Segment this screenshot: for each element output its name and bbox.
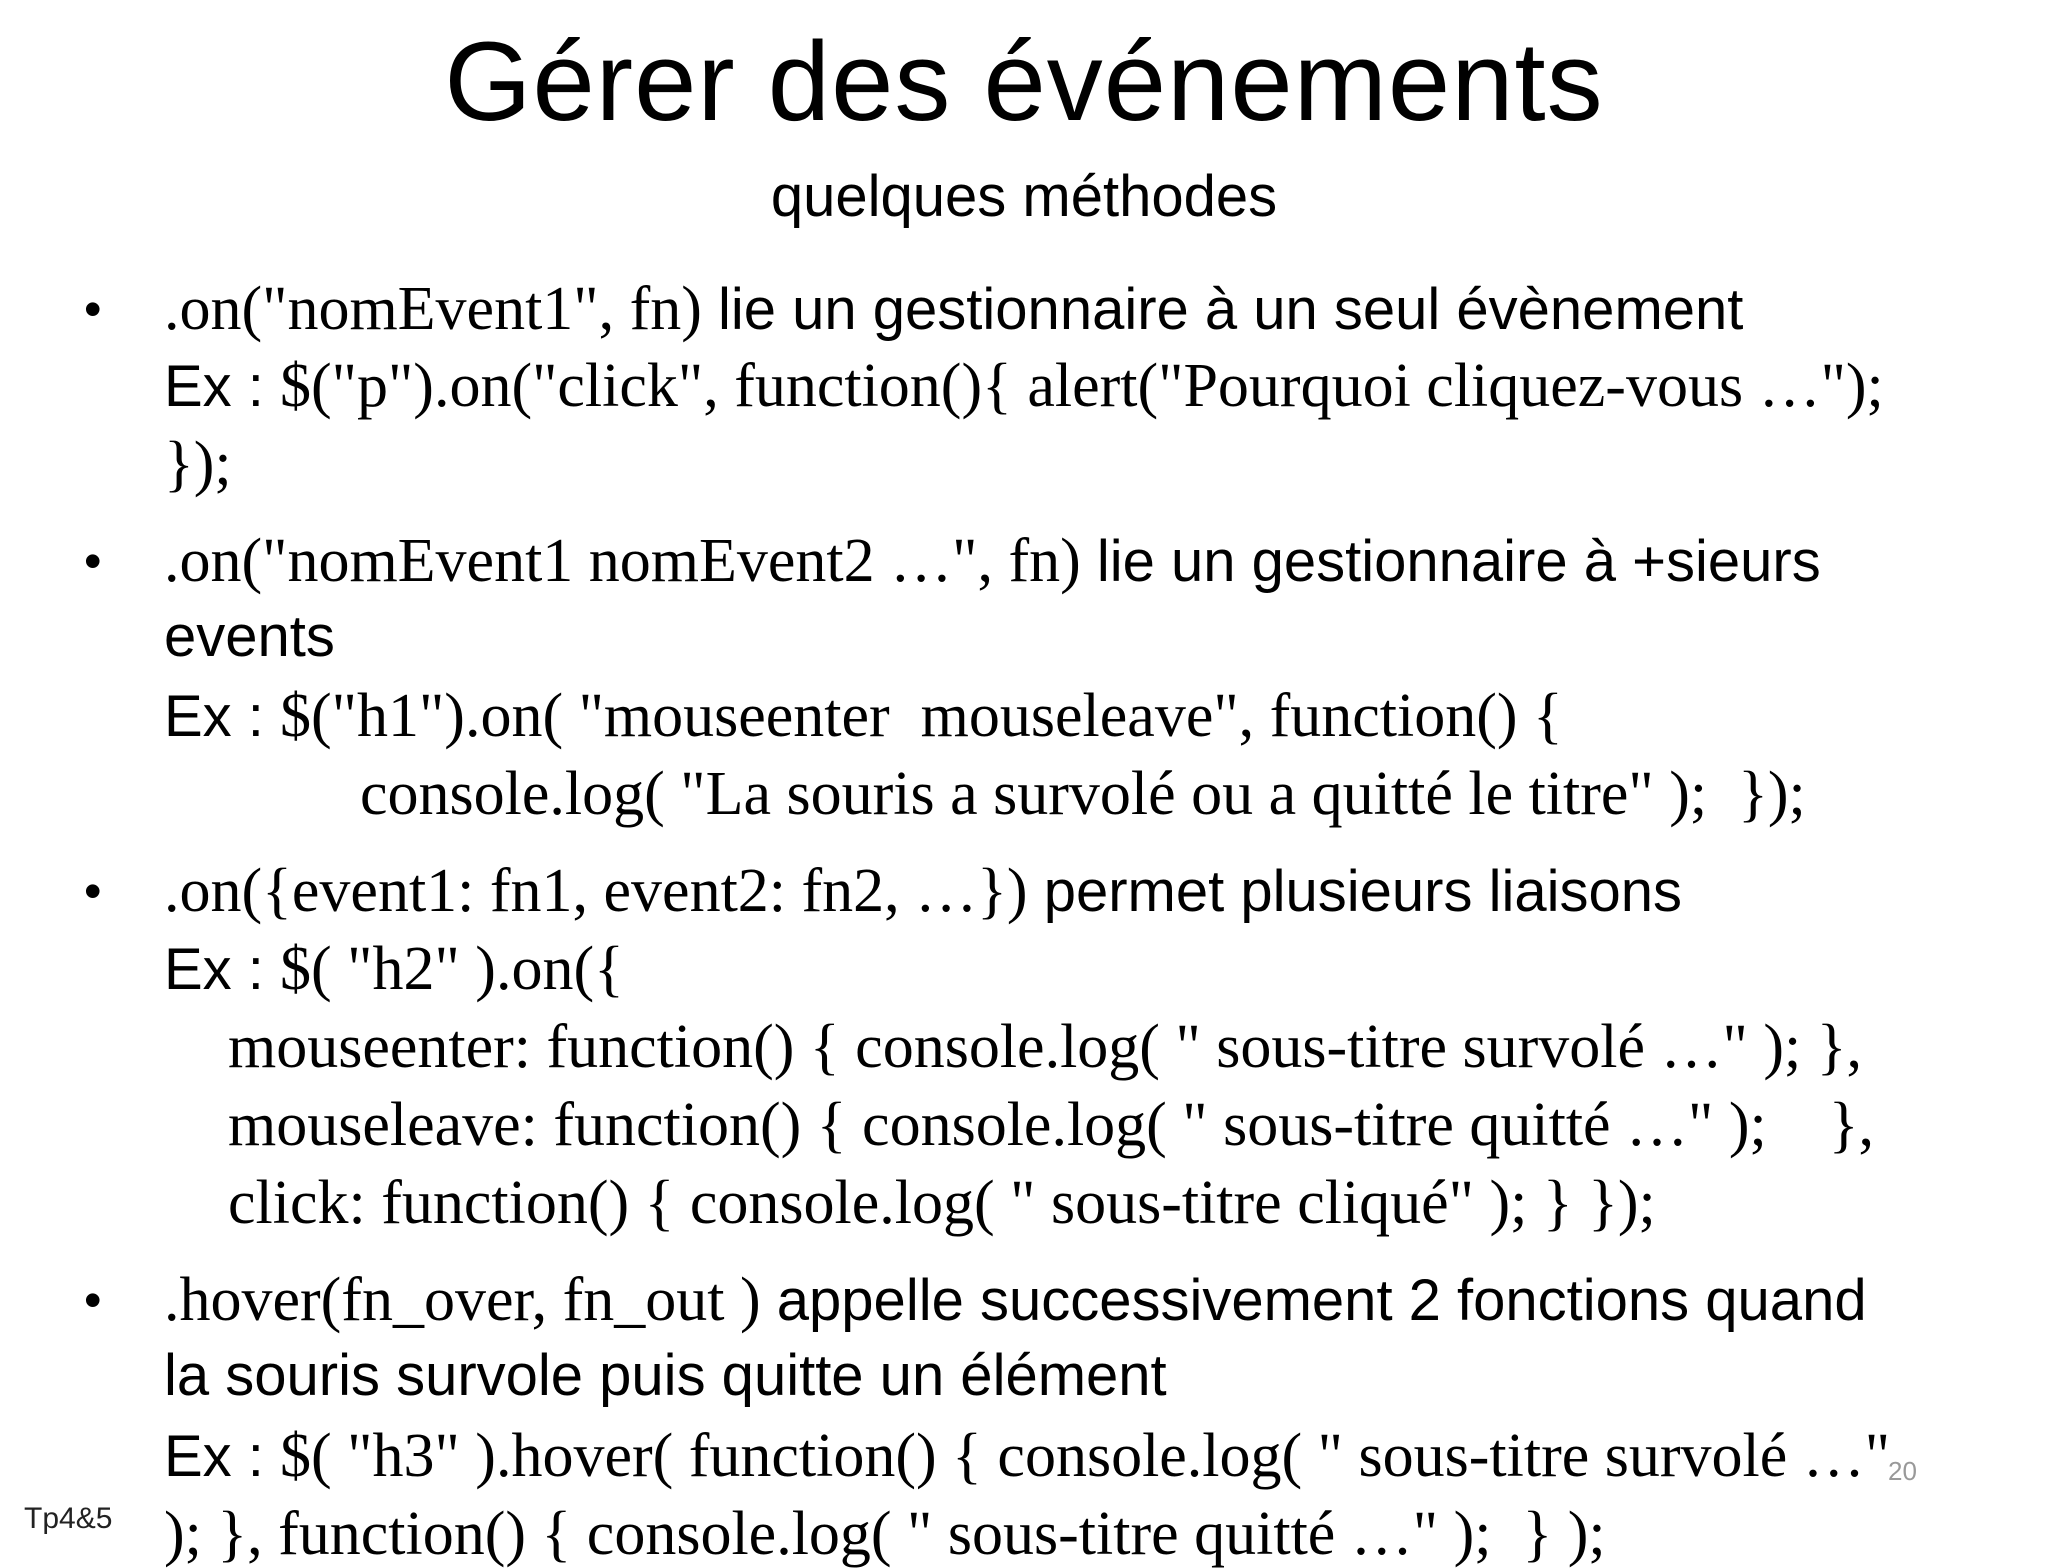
bullet-2-code: .on("nomEvent1 nomEvent2 …", fn) [164,527,1081,595]
page-number: 20 [1888,1456,1917,1486]
bullet-2-ex-label: Ex : [164,684,281,749]
footer-label: Tp4&5 [24,1502,113,1535]
bullet-3-line-1 [164,857,1682,925]
bullet-3-example [164,935,624,1003]
bullet-4-text: appelle successivement 2 fonctions quand [760,1268,1867,1333]
bullet-4-code: .hover(fn_over, fn_out ) [164,1266,761,1334]
slide-title: Gérer des événements [444,19,1604,144]
bullet-4-ex-line2: ); }, function() { console.log( " sous-titre quitté …" ); } ); [164,1500,1606,1568]
bullet-3-text: permet plusieurs liaisons [1027,859,1682,924]
bullet-2-example-line-2 [360,760,1806,828]
bullet-1-ex-code: $("p").on("click", function(){ alert("Pourquoi cliquez-vous …"); [280,352,1884,420]
bullet-4-ex-label: Ex : [164,1424,281,1489]
bullet-marker: • [84,281,102,337]
bullet-1-ex-end: }); [164,430,232,498]
bullet-1-ex-label: Ex : [164,354,281,419]
bullet-3-ex-line3: mouseleave: function() { console.log( " sous-titre quitté …" ); }, [228,1091,1874,1159]
bullet-1-code: .on("nomEvent1", fn) [164,275,702,343]
bullet-2-example [164,682,1563,750]
bullet-2-line-2: events [164,604,335,669]
bullet-3-example-line-3 [228,1091,1874,1159]
slide-subtitle: quelques méthodes [770,164,1278,229]
bullet-4-ex-code: $( "h3" ).hover( function() { console.log( " sous-titre survolé …" [280,1422,1891,1490]
bullet-2-ex-line2: console.log( "La souris a survolé ou a quitté le titre" ); }); [360,760,1806,828]
bullet-3-ex-line4: click: function() { console.log( " sous-titre cliqué" ); } }); [228,1169,1656,1237]
bullet-1-text: lie un gestionnaire à un seul évènement [701,277,1744,342]
bullet-3-example-line-2 [228,1013,1862,1081]
bullet-marker: • [84,863,102,919]
bullet-3-ex-code: $( "h2" ).on({ [280,935,624,1003]
bullet-3-example-line-4 [228,1169,1656,1237]
bullet-2-text: lie un gestionnaire à +sieurs [1080,529,1821,594]
bullet-4-example-line-2 [164,1500,1606,1568]
bullet-1-example-end [164,430,232,498]
bullet-3-ex-label: Ex : [164,937,281,1002]
bullet-4-example [164,1422,1890,1490]
bullet-marker: • [84,1272,102,1328]
bullet-3-code: .on({event1: fn1, event2: fn2, …}) [164,857,1028,925]
bullet-4-line-1 [164,1266,1867,1334]
bullet-1-line-1 [164,275,1743,343]
bullet-marker: • [84,533,102,589]
bullet-1-example [164,352,1884,420]
bullet-2-ex-code: $("h1").on( "mouseenter mouseleave", function() { [280,682,1563,750]
bullet-3-ex-line2: mouseenter: function() { console.log( " sous-titre survolé …" ); }, [228,1013,1862,1081]
bullet-2-line-1 [164,527,1821,595]
bullet-4-line-2: la souris survole puis quitte un élément [164,1343,1167,1408]
